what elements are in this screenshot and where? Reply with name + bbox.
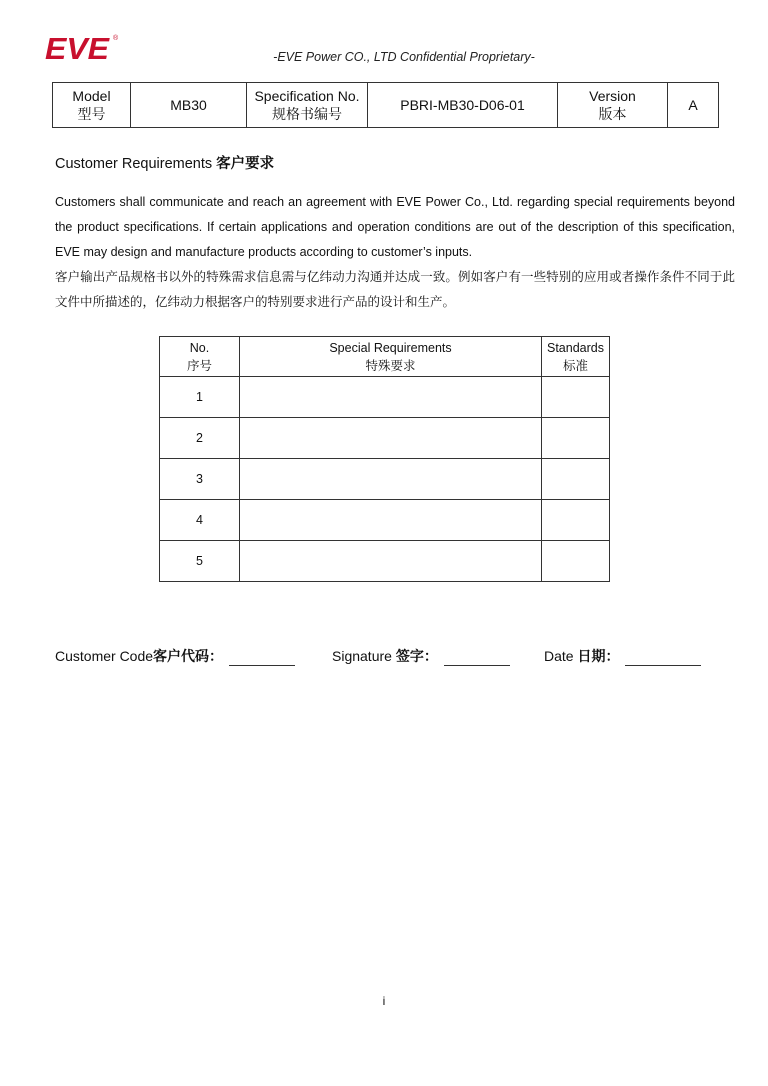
paragraph-en: Customers shall communicate and reach an agreement with EVE Power Co., Ltd. regarding special requirements beyond the product specifications. If certain applications and operation conditions are out of the description of this specification, EVE may design and manufacture products according to customer’s inputs. [55, 195, 735, 259]
header-standards [542, 337, 610, 377]
row-no: 2 [160, 418, 240, 459]
spec-value: PBRI-MB30-D06-01 [368, 83, 558, 128]
page-number: i [382, 994, 386, 1008]
version-value: A [668, 83, 719, 128]
row-standard[interactable] [542, 500, 610, 541]
registered-mark: ® [113, 35, 119, 42]
row-no: 1 [160, 377, 240, 418]
model-label-cn: 型号 [77, 106, 106, 122]
header-special-requirements-en: Special Requirements [329, 341, 452, 355]
section-title-en: Customer Requirements [55, 156, 217, 172]
row-requirement[interactable] [240, 377, 542, 418]
date-blank[interactable] [625, 649, 701, 666]
signature-blank[interactable] [444, 649, 510, 666]
row-standard[interactable] [542, 377, 610, 418]
version-label-cell [558, 83, 668, 128]
version-label-cn: 版本 [598, 106, 627, 122]
header-standards-en: Standards [547, 341, 604, 355]
row-standard[interactable] [542, 459, 610, 500]
header-table [52, 82, 719, 128]
signature-label-en: Signature [332, 648, 396, 664]
date-label-en: Date [544, 648, 578, 664]
customer-code-field [55, 646, 295, 666]
row-no: 4 [160, 500, 240, 541]
logo-text: EVE [45, 31, 111, 64]
confidential-text: -EVE Power CO., LTD Confidential Proprietary- [273, 50, 535, 64]
spec-label-en: Specification No. [254, 88, 360, 104]
signature-label-cn: 签字： [395, 648, 438, 664]
section-title [55, 152, 274, 173]
spec-label-cell [247, 83, 368, 128]
table-row [160, 459, 610, 500]
requirements-table [159, 336, 610, 582]
signature-field [332, 646, 510, 666]
row-no: 3 [160, 459, 240, 500]
header-special-requirements [240, 337, 542, 377]
date-field [544, 646, 701, 666]
header-special-requirements-cn: 特殊要求 [365, 359, 416, 373]
date-label-cn: 日期： [577, 648, 620, 664]
customer-code-blank[interactable] [229, 649, 295, 666]
customer-code-label-cn: 客户代码： [153, 648, 224, 664]
model-value: MB30 [131, 83, 247, 128]
row-standard[interactable] [542, 541, 610, 582]
row-standard[interactable] [542, 418, 610, 459]
model-label-en: Model [72, 88, 111, 104]
version-label-en: Version [589, 88, 636, 104]
section-title-cn: 客户要求 [216, 156, 275, 172]
row-requirement[interactable] [240, 418, 542, 459]
row-requirement[interactable] [240, 541, 542, 582]
row-no: 5 [160, 541, 240, 582]
paragraph-cn: 客户输出产品规格书以外的特殊需求信息需与亿纬动力沟通并达成一致。例如客户有一些特别的应用或者操作条件不同于此文件中所描述的，亿纬动力根据客户的特别要求进行产品的设计和生产。 [55, 270, 735, 309]
model-label-cell [53, 83, 131, 128]
confidential-line [0, 50, 768, 64]
table-row [160, 418, 610, 459]
table-row [160, 500, 610, 541]
row-requirement[interactable] [240, 459, 542, 500]
header-standards-cn: 标准 [562, 359, 588, 373]
header-no-cn: 序号 [186, 359, 212, 373]
header-no [160, 337, 240, 377]
header-no-en: No. [189, 341, 210, 355]
row-requirement[interactable] [240, 500, 542, 541]
customer-code-label-en: Customer Code [55, 648, 154, 664]
spec-label-cn: 规格书编号 [272, 106, 342, 122]
table-row [160, 377, 610, 418]
table-row [160, 541, 610, 582]
